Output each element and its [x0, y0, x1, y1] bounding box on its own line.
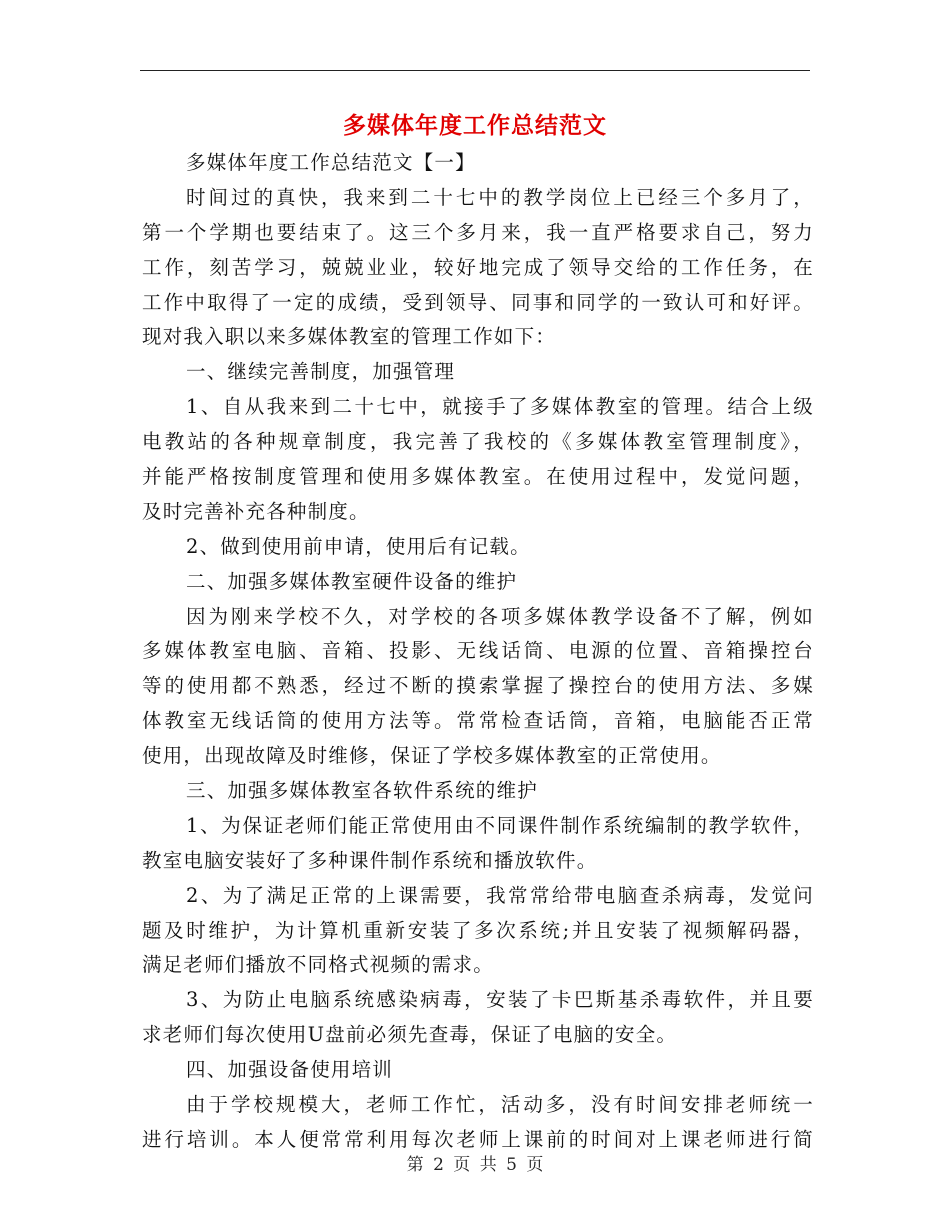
paragraph-line: 四、加强设备使用培训 — [186, 1058, 394, 1082]
paragraph-line: 2、做到使用前申请，使用后有记载。 — [186, 534, 531, 558]
paragraph-line: 时间过的真快，我来到二十七中的教学岗位上已经三个多月了， — [186, 185, 814, 209]
paragraph-line: 等的使用都不熟悉，经过不断的摸索掌握了操控台的使用方法、多媒 — [142, 674, 814, 698]
paragraph-line: 由于学校规模大，老师工作忙，活动多，没有时间安排老师统一 — [186, 1093, 814, 1117]
paragraph-line: 电教站的各种规章制度，我完善了我校的《多媒体教室管理制度》， — [142, 430, 814, 454]
header-rule — [140, 70, 810, 71]
paragraph-line: 多媒体年度工作总结范文【一】 — [186, 151, 476, 174]
paragraph-line: 多媒体教室电脑、音箱、投影、无线话筒、电源的位置、音箱操控台 — [142, 639, 814, 663]
paragraph-line: 工作中取得了一定的成绩，受到领导、同事和同学的一致认可和好评。 — [142, 290, 814, 314]
paragraph-line: 第一个学期也要结束了。这三个多月来，我一直严格要求自己，努力 — [142, 220, 814, 244]
paragraph-line: 满足老师们播放不同格式视频的需求。 — [142, 953, 494, 977]
paragraph-line: 并能严格按制度管理和使用多媒体教室。在使用过程中，发觉问题， — [142, 465, 814, 489]
paragraph-line: 求老师们每次使用U盘前必须先查毒，保证了电脑的安全。 — [142, 1023, 678, 1047]
paragraph-line: 现对我入职以来多媒体教室的管理工作如下： — [142, 325, 557, 349]
paragraph-line: 工作，刻苦学习，兢兢业业，较好地完成了领导交给的工作任务，在 — [142, 255, 814, 279]
paragraph-line: 二、加强多媒体教室硬件设备的维护 — [186, 569, 518, 593]
document-body — [142, 146, 814, 1158]
paragraph-line: 一、继续完善制度，加强管理 — [186, 360, 456, 384]
paragraph-line: 体教室无线话筒的使用方法等。常常检查话筒，音箱，电脑能否正常 — [142, 709, 814, 733]
paragraph-line: 1、自从我来到二十七中，就接手了多媒体教室的管理。结合上级 — [186, 395, 814, 419]
paragraph-line: 因为刚来学校不久，对学校的各项多媒体教学设备不了解，例如 — [186, 604, 814, 628]
paragraph-line: 2、为了满足正常的上课需要，我常常给带电脑查杀病毒，发觉问 — [186, 883, 814, 907]
paragraph-line: 使用，出现故障及时维修，保证了学校多媒体教室的正常使用。 — [142, 744, 722, 768]
paragraph-line: 3、为防止电脑系统感染病毒，安装了卡巴斯基杀毒软件，并且要 — [186, 988, 814, 1012]
paragraph-line: 1、为保证老师们能正常使用由不同课件制作系统编制的教学软件， — [186, 813, 814, 837]
paragraph-line: 及时完善补充各种制度。 — [142, 499, 370, 523]
document-title: 多媒体年度工作总结范文 — [343, 113, 607, 139]
paragraph-line: 三、加强多媒体教室各软件系统的维护 — [186, 779, 538, 803]
paragraph-line: 教室电脑安装好了多种课件制作系统和播放软件。 — [142, 848, 598, 872]
paragraph-line: 进行培训。本人便常常利用每次老师上课前的时间对上课老师进行简 — [142, 1127, 814, 1151]
page-number-footer: 第 2 页 共 5 页 — [406, 1155, 544, 1175]
paragraph-line: 题及时维护，为计算机重新安装了多次系统;并且安装了视频解码器， — [142, 918, 814, 942]
